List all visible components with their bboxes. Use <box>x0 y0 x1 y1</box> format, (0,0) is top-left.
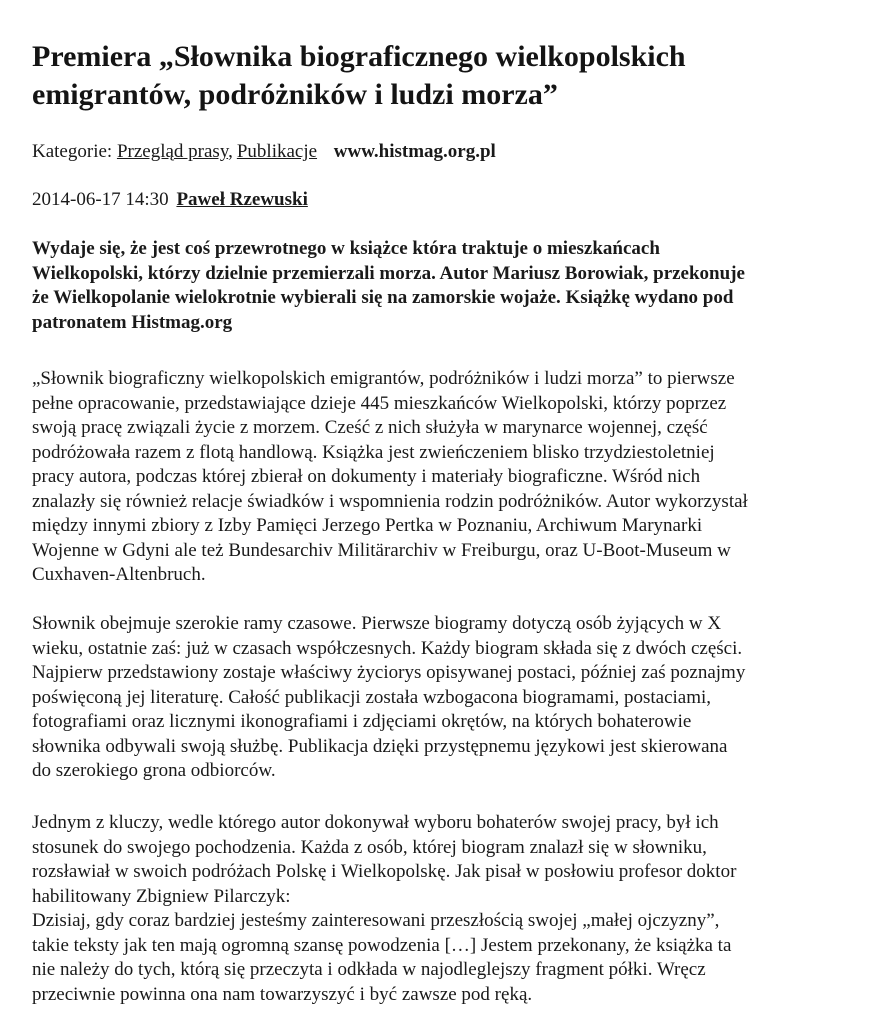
paragraph-line: fotografiami oraz licznymi ikonografiami i zdjęciami okrętów, na których bohaterowie <box>32 711 692 732</box>
lead-line: Wydaje się, że jest coś przewrotnego w książce która traktuje o mieszkańcach <box>32 238 660 259</box>
category-separator: , <box>228 141 233 162</box>
paragraph-line: stosunek do swojego pochodzenia. Każda z osób, której biogram znalazł się w słowniku, <box>32 836 707 858</box>
paragraph-line: do szerokiego grona odbiorców. <box>32 760 276 781</box>
lead-line: Wielkopolski, którzy dzielnie przemierzali morza. Autor Mariusz Borowiak, przekonuje <box>32 262 745 284</box>
publish-datetime: 2014-06-17 14:30 <box>32 189 169 210</box>
lead-line: patronatem Histmag.org <box>32 311 233 333</box>
author-link[interactable]: Paweł Rzewuski <box>176 189 308 210</box>
paragraph-line: habilitowany Zbigniew Pilarczyk: <box>32 885 291 907</box>
paragraph-line: „Słownik biograficzny wielkopolskich emigrantów, podróżników i ludzi morza” to pierwsze <box>32 368 735 389</box>
quote-line: takie teksty jak ten mają ogromną szansę powodzenia […] Jestem przekonany, że książka ta <box>32 934 732 956</box>
paragraph-line: pełne opracowanie, przedstawiające dzieje 445 mieszkańców Wielkopolski, którzy poprzez <box>32 392 727 414</box>
quote-line: przeciwnie powinna ona nam towarzyszyć i być zawsze pod ręką. <box>32 983 533 1005</box>
paragraph-line: wieku, ostatnie zaś: już w czasach współczesnych. Każdy biogram składa się z dwóch części. <box>32 637 743 659</box>
article-paragraph-1 <box>32 367 862 588</box>
quote-line: Dzisiaj, gdy coraz bardziej jesteśmy zainteresowani przeszłością swojej „małej ojczyzny”, <box>32 910 720 931</box>
article-paragraph-2 <box>32 612 862 784</box>
paragraph-line: znalazły się również relacje świadków i wspomnienia rodzin podróżników. Autor wykorzystał <box>32 490 748 512</box>
source-domain: www.histmag.org.pl <box>333 141 496 162</box>
lead-line: że Wielkopolanie wielokrotnie wybierali się na zamorskie wojaże. Książkę wydano pod <box>32 287 734 308</box>
quote-line: nie należy do tych, którą się przeczyta i odkłada w najodleglejszy fragment półki. Wręcz <box>32 959 706 980</box>
paragraph-line: poświęconą jej literaturę. Całość publikacji została wzbogacona biogramami, postaciami, <box>32 686 712 708</box>
article-lead <box>32 237 862 335</box>
paragraph-line: słownika odbywali swoją służbę. Publikacja dzięki przystępnemu językowi jest skierowana <box>32 735 728 757</box>
article-title <box>32 38 862 114</box>
article-paragraph-3 <box>32 811 862 1007</box>
paragraph-line: Wojenne w Gdyni ale też Bundesarchiv Militärarchiv w Freiburgu, oraz U-Boot-Museum w <box>32 539 731 561</box>
paragraph-line: Słownik obejmuje szerokie ramy czasowe. Pierwsze biogramy dotyczą osób żyjących w X <box>32 613 722 634</box>
article-title-line: Premiera „Słownika biograficznego wielkopolskich <box>32 40 686 73</box>
paragraph-line: między innymi zbiory z Izby Pamięci Jerzego Pertka w Poznaniu, Archiwum Marynarki <box>32 515 703 536</box>
article-meta <box>32 140 496 164</box>
category-link-press-review[interactable]: Przegląd prasy <box>116 141 229 162</box>
paragraph-line: swoją pracę związali życie z morzem. Cześć z nich służyła w marynarce wojennej, część <box>32 417 708 438</box>
paragraph-line: Jednym z kluczy, wedle którego autor dokonywał wyboru bohaterów swojej pracy, był ich <box>32 812 719 833</box>
paragraph-line: pracy autora, podczas której zbierał on dokumenty i materiały biograficzne. Wśród nich <box>32 466 701 487</box>
paragraph-line: podróżowała razem z flotą handlową. Książka jest zwieńczeniem blisko trzydziestoletniej <box>32 441 715 463</box>
category-link-publications[interactable]: Publikacje <box>236 141 318 162</box>
paragraph-line: Cuxhaven-Altenbruch. <box>32 564 206 585</box>
article-title-line: emigrantów, podróżników i ludzi morza” <box>32 78 558 111</box>
paragraph-line: Najpierw przedstawiony zostaje właściwy życiorys opisywanej postaci, później zaś poznajmy <box>32 662 746 683</box>
paragraph-line: rozsławiał w swoich podróżach Polskę i Wielkopolskę. Jak pisał w posłowiu profesor doktor <box>32 861 737 882</box>
byline <box>32 188 308 212</box>
categories-label: Kategorie: <box>32 141 113 162</box>
